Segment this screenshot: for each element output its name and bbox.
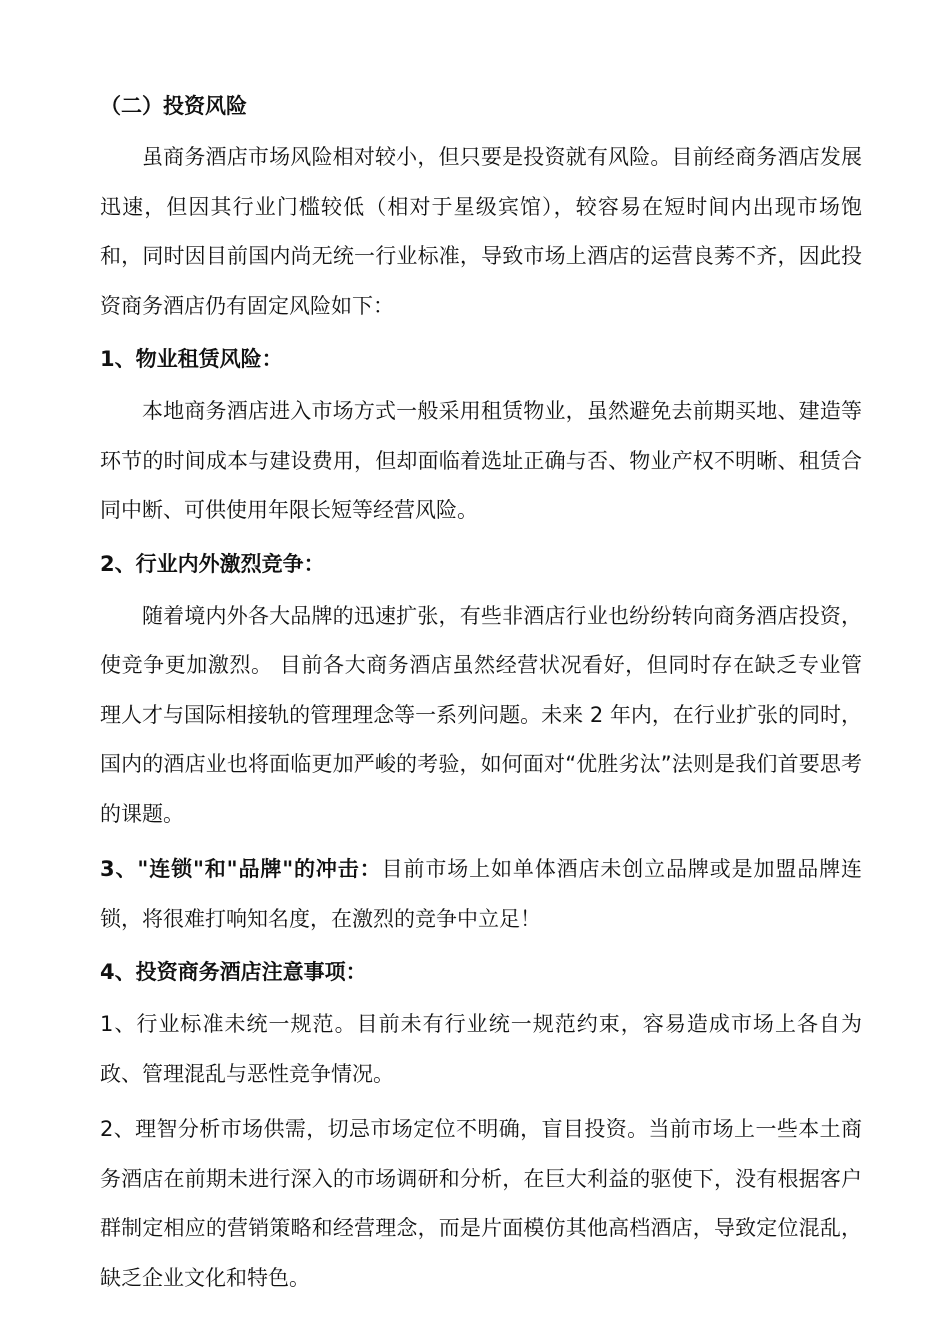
section-1-body: 本地商务酒店进入市场方式一般采用租赁物业，虽然避免去前期买地、建造等环节的时间成本与建设费用，但却面临着选址正确与否、物业产权不明晰、租赁合同中断、可供使用年限长短等经营风险。 [100,399,862,522]
section-heading: （二）投资风险 [100,94,247,118]
section-4-title: 4、投资商务酒店注意事项： [100,960,367,984]
section-4-item-1: 1、行业标准未统一规范。目前未有行业统一规范约束，容易造成市场上各自为政、管理混乱与恶性竞争情况。 [100,1012,862,1086]
section-2-title: 2、行业内外激烈竞争： [100,551,325,576]
document-content [100,84,862,1309]
intro-paragraph: 虽商务酒店市场风险相对较小，但只要是投资就有风险。目前经商务酒店发展迅速，但因其行业门槛较低（相对于星级宾馆），较容易在短时间内出现市场饱和，同时因目前国内尚无统一行业标准，导致市场上酒店的运营良莠不齐，因此投资商务酒店仍有固定风险如下： [100,145,862,318]
section-2-body: 随着境内外各大品牌的迅速扩张，有些非酒店行业也纷纷转向商务酒店投资，使竞争更加激烈。 目前各大商务酒店虽然经营状况看好，但同时存在缺乏专业管理人才与国际相接轨的管理理念等一系列问题。未来 2 年内，在行业扩张的同时，国内的酒店业也将面临更加严峻的考验，如何面对“优胜劣汰”法则是我们首要思考的课题。 [100,603,862,826]
section-1-title: 1、物业租赁风险： [100,347,283,371]
section-3-paragraph [100,845,862,944]
section-4-item-2: 2、理智分析市场供需，切忌市场定位不明确，盲目投资。当前市场上一些本土商务酒店在前期未进行深入的市场调研和分析，在巨大利益的驱使下，没有根据客户群制定相应的营销策略和经营理念，而是片面模仿其他高档酒店，导致定位混乱，缺乏企业文化和特色。 [100,1117,862,1290]
section-3-title: 3、"连锁"和"品牌"的冲击： [100,857,382,881]
section-3-body: 目前市场上如单体酒店未创立品牌或是加盟品牌连锁，将很难打响知名度，在激烈的竞争中立足！ [100,857,863,931]
